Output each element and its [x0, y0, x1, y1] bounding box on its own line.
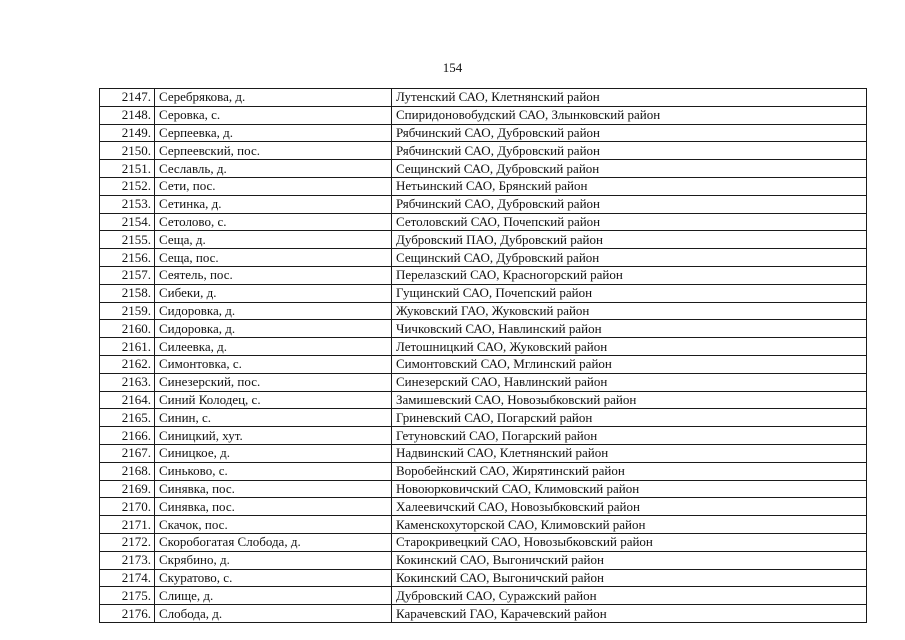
row-number-cell: 2150. — [100, 142, 155, 160]
district-cell: Старокривецкий САО, Новозыбковский район — [392, 533, 867, 551]
table-row — [100, 587, 867, 605]
settlement-name-cell: Синицкий, хут. — [155, 427, 392, 445]
district-cell: Нетьинский САО, Брянский район — [392, 177, 867, 195]
settlement-name-cell: Синий Колодец, с. — [155, 391, 392, 409]
district-cell: Халеевичский САО, Новозыбковский район — [392, 498, 867, 516]
row-number-cell: 2157. — [100, 266, 155, 284]
row-number-cell: 2156. — [100, 249, 155, 267]
district-cell: Летошницкий САО, Жуковский район — [392, 338, 867, 356]
settlement-name-cell: Синин, с. — [155, 409, 392, 427]
settlement-name-cell: Сеща, пос. — [155, 249, 392, 267]
settlement-name-cell: Синицкое, д. — [155, 444, 392, 462]
row-number-cell: 2155. — [100, 231, 155, 249]
table-row — [100, 569, 867, 587]
table-row — [100, 533, 867, 551]
settlement-name-cell: Сибеки, д. — [155, 284, 392, 302]
table-row — [100, 142, 867, 160]
row-number-cell: 2173. — [100, 551, 155, 569]
table-row — [100, 373, 867, 391]
settlement-name-cell: Синявка, пос. — [155, 480, 392, 498]
row-number-cell: 2174. — [100, 569, 155, 587]
settlement-name-cell: Синьково, с. — [155, 462, 392, 480]
row-number-cell: 2166. — [100, 427, 155, 445]
district-cell: Сетоловский САО, Почепский район — [392, 213, 867, 231]
settlement-name-cell: Синезерский, пос. — [155, 373, 392, 391]
table-row — [100, 213, 867, 231]
table-row — [100, 551, 867, 569]
table-row — [100, 160, 867, 178]
settlement-name-cell: Сидоровка, д. — [155, 320, 392, 338]
table-row — [100, 231, 867, 249]
row-number-cell: 2169. — [100, 480, 155, 498]
row-number-cell: 2164. — [100, 391, 155, 409]
row-number-cell: 2159. — [100, 302, 155, 320]
table-row — [100, 355, 867, 373]
row-number-cell: 2153. — [100, 195, 155, 213]
settlement-name-cell: Скоробогатая Слобода, д. — [155, 533, 392, 551]
row-number-cell: 2172. — [100, 533, 155, 551]
settlement-name-cell: Сеславль, д. — [155, 160, 392, 178]
settlement-name-cell: Серовка, с. — [155, 106, 392, 124]
district-cell: Новоюрковичский САО, Климовский район — [392, 480, 867, 498]
row-number-cell: 2154. — [100, 213, 155, 231]
row-number-cell: 2175. — [100, 587, 155, 605]
settlement-name-cell: Сети, пос. — [155, 177, 392, 195]
row-number-cell: 2152. — [100, 177, 155, 195]
district-cell: Сещинский САО, Дубровский район — [392, 160, 867, 178]
table-row — [100, 391, 867, 409]
table-row — [100, 89, 867, 107]
row-number-cell: 2170. — [100, 498, 155, 516]
district-cell: Дубровский САО, Суражский район — [392, 587, 867, 605]
district-cell: Гущинский САО, Почепский район — [392, 284, 867, 302]
table-row — [100, 249, 867, 267]
table-row — [100, 409, 867, 427]
table-row — [100, 266, 867, 284]
settlement-name-cell: Симонтовка, с. — [155, 355, 392, 373]
district-cell: Сещинский САО, Дубровский район — [392, 249, 867, 267]
settlement-name-cell: Скуратово, с. — [155, 569, 392, 587]
settlement-name-cell: Сидоровка, д. — [155, 302, 392, 320]
district-cell: Рябчинский САО, Дубровский район — [392, 124, 867, 142]
settlements-table — [99, 88, 867, 623]
settlement-name-cell: Сетинка, д. — [155, 195, 392, 213]
row-number-cell: 2163. — [100, 373, 155, 391]
district-cell: Замишевский САО, Новозыбковский район — [392, 391, 867, 409]
table-row — [100, 302, 867, 320]
district-cell: Чичковский САО, Навлинский район — [392, 320, 867, 338]
district-cell: Воробейнский САО, Жирятинский район — [392, 462, 867, 480]
district-cell: Синезерский САО, Навлинский район — [392, 373, 867, 391]
row-number-cell: 2148. — [100, 106, 155, 124]
district-cell: Рябчинский САО, Дубровский район — [392, 142, 867, 160]
district-cell: Дубровский ПАО, Дубровский район — [392, 231, 867, 249]
table-row — [100, 124, 867, 142]
table-row — [100, 516, 867, 534]
row-number-cell: 2167. — [100, 444, 155, 462]
district-cell: Каменскохуторской САО, Климовский район — [392, 516, 867, 534]
table-row — [100, 338, 867, 356]
settlement-name-cell: Силеевка, д. — [155, 338, 392, 356]
district-cell: Спиридоновобудский САО, Злынковский район — [392, 106, 867, 124]
settlement-name-cell: Синявка, пос. — [155, 498, 392, 516]
table-row — [100, 320, 867, 338]
settlement-name-cell: Слище, д. — [155, 587, 392, 605]
row-number-cell: 2147. — [100, 89, 155, 107]
row-number-cell: 2162. — [100, 355, 155, 373]
table-row — [100, 462, 867, 480]
table-row — [100, 480, 867, 498]
table-row — [100, 444, 867, 462]
settlement-name-cell: Серебрякова, д. — [155, 89, 392, 107]
district-cell: Лутенский САО, Клетнянский район — [392, 89, 867, 107]
settlement-name-cell: Серпеевский, пос. — [155, 142, 392, 160]
table-row — [100, 427, 867, 445]
district-cell: Кокинский САО, Выгоничский район — [392, 551, 867, 569]
district-cell: Рябчинский САО, Дубровский район — [392, 195, 867, 213]
settlement-name-cell: Сеща, д. — [155, 231, 392, 249]
settlements-table-body — [100, 89, 867, 623]
district-cell: Перелазский САО, Красногорский район — [392, 266, 867, 284]
table-row — [100, 177, 867, 195]
settlement-name-cell: Серпеевка, д. — [155, 124, 392, 142]
settlement-name-cell: Слобода, д. — [155, 605, 392, 623]
district-cell: Гетуновский САО, Погарский район — [392, 427, 867, 445]
table-row — [100, 195, 867, 213]
settlement-name-cell: Сеятель, пос. — [155, 266, 392, 284]
row-number-cell: 2165. — [100, 409, 155, 427]
row-number-cell: 2160. — [100, 320, 155, 338]
district-cell: Карачевский ГАО, Карачевский район — [392, 605, 867, 623]
table-row — [100, 605, 867, 623]
district-cell: Надвинский САО, Клетнянский район — [392, 444, 867, 462]
district-cell: Гриневский САО, Погарский район — [392, 409, 867, 427]
row-number-cell: 2151. — [100, 160, 155, 178]
page-number: 154 — [442, 60, 463, 75]
district-cell: Кокинский САО, Выгоничский район — [392, 569, 867, 587]
table-row — [100, 106, 867, 124]
table-row — [100, 498, 867, 516]
row-number-cell: 2171. — [100, 516, 155, 534]
row-number-cell: 2149. — [100, 124, 155, 142]
settlement-name-cell: Скачок, пос. — [155, 516, 392, 534]
settlement-name-cell: Скрябино, д. — [155, 551, 392, 569]
district-cell: Жуковский ГАО, Жуковский район — [392, 302, 867, 320]
row-number-cell: 2161. — [100, 338, 155, 356]
row-number-cell: 2176. — [100, 605, 155, 623]
table-row — [100, 284, 867, 302]
row-number-cell: 2158. — [100, 284, 155, 302]
settlement-name-cell: Сетолово, с. — [155, 213, 392, 231]
row-number-cell: 2168. — [100, 462, 155, 480]
district-cell: Симонтовский САО, Мглинский район — [392, 355, 867, 373]
